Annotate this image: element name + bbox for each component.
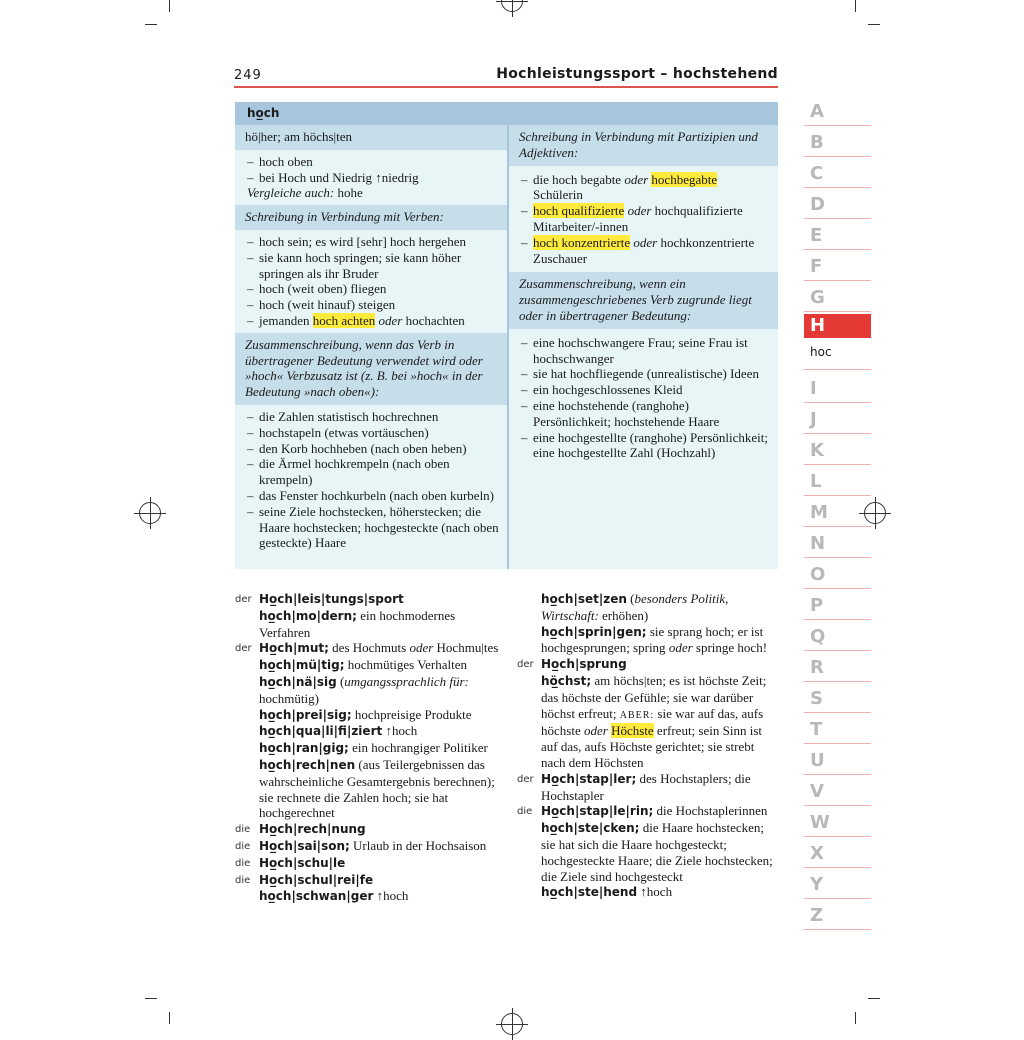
crop-mark bbox=[868, 998, 880, 999]
highlight-mark: hochbegabte bbox=[651, 171, 718, 187]
example-list bbox=[235, 150, 507, 186]
thumb-index bbox=[804, 97, 871, 932]
comparison-forms: hö|her; am höchs|ten bbox=[235, 125, 507, 150]
aber-label: ABER: bbox=[619, 709, 655, 721]
headword: Ho̲ch|sprung bbox=[541, 657, 627, 672]
or-label: oder bbox=[409, 640, 434, 656]
list-item bbox=[521, 172, 770, 204]
list-item: – bei Hoch und Niedrig ↑niedrig bbox=[247, 170, 499, 186]
dictionary-entry bbox=[235, 872, 505, 889]
crop-mark bbox=[169, 1012, 170, 1024]
list-item: – sie kann hoch springen; sie kann höher springen als ihr Bruder bbox=[247, 250, 499, 282]
entry-text: (aus Teilergebnissen das wahrscheinliche Gesamtergebnis berechnen); sie rechnete die Zahlen hoch; sie hat hochgerechnet bbox=[259, 756, 495, 821]
headword: Ho̲ch|schul|rei|fe bbox=[259, 872, 374, 887]
dictionary-entry bbox=[517, 673, 779, 771]
entry-text: am höchs|ten; es ist höchste Zeit; das höchste der Gefühle; sie war darüber höchst erfreut; bbox=[541, 672, 767, 721]
list-item-text: hochqualifizierte Mitarbeiter/-innen bbox=[533, 203, 743, 234]
headword: ho̲ch|ste|hend bbox=[541, 885, 638, 900]
entry-text: ↑hoch bbox=[637, 884, 673, 900]
headword: Ho̲ch|mut; bbox=[259, 641, 329, 656]
info-box-right-column bbox=[509, 125, 778, 465]
headword: ho̲ch|sprin|gen; bbox=[541, 624, 647, 639]
list-item-text: Schülerin bbox=[533, 187, 583, 203]
page-title: Hochleistungssport – hochstehend bbox=[496, 66, 778, 82]
entry-text: erfreut; sein Sinn ist auf das, aufs Höchste gerichtet; sie strebt nach dem Höchsten bbox=[541, 723, 762, 770]
article-label: die bbox=[235, 824, 251, 836]
headword: Ho̲ch|stap|le|rin; bbox=[541, 804, 654, 819]
list-item: – sie hat hochfliegende (unrealistische) Ideen bbox=[521, 366, 770, 382]
section-heading: Zusammenschreibung, wenn ein zusammengeschriebenes Verb zugrunde liegt oder in übertragener Bedeutung: bbox=[509, 272, 778, 328]
headword: hö̲chst; bbox=[541, 673, 592, 688]
highlight-mark: hoch qualifizierte bbox=[533, 203, 625, 219]
dictionary-entry bbox=[517, 771, 779, 804]
dictionary-entry bbox=[235, 855, 505, 872]
entry-text: sie war auf das, aufs höchste bbox=[541, 705, 764, 739]
list-item-text: die hoch begabte bbox=[533, 171, 622, 187]
thumb-tab-j[interactable]: J bbox=[804, 405, 871, 434]
headword: Ho̲ch|rech|nung bbox=[259, 822, 366, 837]
thumb-tab-g[interactable]: G bbox=[804, 283, 871, 312]
headword: ho̲ch|schwan|ger bbox=[259, 889, 374, 904]
see-also bbox=[235, 185, 507, 205]
registration-mark-icon bbox=[501, 1013, 523, 1035]
thumb-tab-n[interactable]: N bbox=[804, 529, 871, 558]
thumb-tab-u[interactable]: U bbox=[804, 746, 871, 775]
highlight-mark: hoch achten bbox=[312, 312, 376, 328]
section-heading: Zusammenschreibung, wenn das Verb in übertragener Bedeutung verwendet wird oder »hoch« Verbzusatz ist (z. B. bei »hoch« in der Bedeutung »nach oben«): bbox=[235, 333, 507, 405]
list-item bbox=[521, 203, 770, 235]
header-rule bbox=[234, 86, 778, 88]
crop-mark bbox=[145, 998, 157, 999]
thumb-tab-x[interactable]: X bbox=[804, 839, 871, 868]
entry-text: ( bbox=[336, 673, 345, 689]
list-item: – eine hochstehende (ranghohe) Persönlichkeit; hochstehende Haare bbox=[521, 398, 770, 430]
dictionary-entry bbox=[235, 821, 505, 838]
dictionary-entry bbox=[517, 656, 779, 673]
article-label: die bbox=[235, 874, 251, 886]
thumb-tab-v[interactable]: V bbox=[804, 777, 871, 806]
see-also-value: hohe bbox=[334, 185, 363, 201]
entry-text: Hochmu|tes bbox=[433, 640, 499, 656]
headword: ho̲ch|mo|dern; bbox=[259, 608, 357, 623]
thumb-tab-h[interactable]: H bbox=[804, 314, 871, 338]
entry-text: hochpreisige Produkte bbox=[351, 706, 472, 722]
thumb-tab-o[interactable]: O bbox=[804, 560, 871, 589]
list-item: – hoch (weit oben) fliegen bbox=[247, 281, 499, 297]
page-number: 249 bbox=[234, 68, 262, 83]
list-item-text: hochachten bbox=[402, 312, 465, 328]
or-label: oder bbox=[375, 312, 403, 328]
dictionary-entry bbox=[517, 803, 779, 820]
list-item: – seine Ziele hochstecken, höherstecken; die Haare hochstecken; hochgesteckte (nach oben gesteckte) Haare bbox=[247, 504, 499, 551]
entry-text: ein hochrangiger Politiker bbox=[348, 740, 488, 756]
headword: ho̲ch|mü|tig; bbox=[259, 658, 345, 673]
thumb-tab-p[interactable]: P bbox=[804, 591, 871, 620]
entry-text: springe hoch! bbox=[692, 640, 768, 656]
list-item: – hoch sein; es wird [sehr] hoch hergehen bbox=[247, 234, 499, 250]
info-box-left-column bbox=[235, 125, 507, 555]
thumb-tab-l[interactable]: L bbox=[804, 467, 871, 496]
crop-mark bbox=[145, 24, 157, 25]
entry-text: die Haare hochstecken; sie hat sich die Haare hochgesteckt; hochgesteckte Haare; die Ziele hochstecken; die Ziele sind hochgesteckt bbox=[541, 820, 773, 884]
highlight-mark: Höchste bbox=[611, 723, 654, 739]
crop-mark bbox=[868, 24, 880, 25]
thumb-tab-r[interactable]: R bbox=[804, 653, 871, 682]
thumb-tab-f[interactable]: F bbox=[804, 252, 871, 281]
thumb-tab-s[interactable]: S bbox=[804, 684, 871, 713]
entry-text: des Hochstaplers; die Hochstapler bbox=[541, 770, 751, 803]
headword: ho̲ch|qua|li|fi|ziert bbox=[259, 724, 383, 739]
article-label: der bbox=[517, 659, 534, 671]
article-label: der bbox=[235, 594, 252, 605]
list-item bbox=[521, 235, 770, 267]
headword: ho̲ch|set|zen bbox=[541, 592, 627, 606]
highlight-mark: hoch konzentrierte bbox=[533, 234, 631, 250]
article-label: der bbox=[235, 643, 252, 655]
running-head bbox=[234, 64, 778, 88]
entry-text: die Hochstaplerinnen bbox=[653, 803, 768, 819]
headword: ho̲ch|rech|nen bbox=[259, 757, 356, 772]
entry-text: ein hochmodernes Verfahren bbox=[259, 607, 456, 640]
dictionary-entry bbox=[235, 740, 505, 757]
headword: ho̲ch|prei|sig; bbox=[259, 707, 352, 722]
thumb-tab-e[interactable]: E bbox=[804, 221, 871, 250]
article-label: die bbox=[517, 806, 533, 818]
headword: Ho̲ch|stap|ler; bbox=[541, 771, 637, 786]
thumb-tab-y[interactable]: Y bbox=[804, 870, 871, 899]
list-item: – die Ärmel hochkrempeln (nach oben krempeln) bbox=[247, 456, 499, 488]
see-also-label: Vergleiche auch: bbox=[247, 185, 335, 201]
dictionary-entry bbox=[517, 624, 779, 657]
thumb-tab-w[interactable]: W bbox=[804, 808, 871, 837]
crop-mark bbox=[169, 0, 170, 12]
list-item: – hoch oben bbox=[247, 154, 499, 170]
article-label: die bbox=[235, 857, 251, 869]
crop-mark bbox=[855, 1012, 856, 1024]
example-list bbox=[509, 329, 778, 465]
entry-text: Urlaub in der Hochsaison bbox=[349, 837, 487, 853]
entry-text: ( bbox=[626, 591, 635, 606]
list-item-text: hochkonzentrierte Zuschauer bbox=[533, 234, 755, 266]
list-item-text: jemanden bbox=[259, 312, 313, 328]
dictionary-entry bbox=[235, 838, 505, 855]
or-label: oder bbox=[583, 723, 608, 739]
dictionary-entry bbox=[235, 640, 505, 657]
dictionary-entry bbox=[235, 608, 505, 641]
dictionary-entry bbox=[517, 884, 779, 901]
list-item: – eine hochgestellte (ranghohe) Persönlichkeit; eine hochgestellte Zahl (Hochzahl) bbox=[521, 430, 770, 462]
dictionary-entry bbox=[517, 820, 779, 884]
dictionary-entry bbox=[235, 707, 505, 724]
dictionary-entry bbox=[517, 591, 779, 624]
headword: Ho̲ch|sai|son; bbox=[259, 838, 350, 853]
dictionary-entry bbox=[235, 888, 505, 905]
article-label: die bbox=[235, 840, 251, 852]
usage-label: besonders Politik, Wirtschaft: bbox=[541, 591, 729, 623]
thumb-tab-subtitle: hoc bbox=[804, 342, 871, 370]
registration-mark-icon bbox=[139, 502, 161, 524]
crop-mark bbox=[855, 0, 856, 12]
thumb-tab-t[interactable]: T bbox=[804, 715, 871, 744]
info-box-headword: ho̲ch bbox=[235, 102, 778, 125]
entry-text: erhöhen) bbox=[598, 607, 649, 623]
section-heading: Schreibung in Verbindung mit Verben: bbox=[235, 205, 507, 230]
list-item: – das Fenster hochkurbeln (nach oben kurbeln) bbox=[247, 488, 499, 504]
thumb-tab-k[interactable]: K bbox=[804, 436, 871, 465]
list-item: – eine hochschwangere Frau; seine Frau ist hochschwanger bbox=[521, 335, 770, 367]
entry-text: hochmütiges Verhalten bbox=[344, 657, 468, 673]
dictionary-entry bbox=[235, 723, 505, 740]
dictionary-entry bbox=[235, 657, 505, 674]
dictionary-entry bbox=[235, 674, 505, 707]
or-label: oder bbox=[668, 640, 693, 656]
thumb-tab-d[interactable]: D bbox=[804, 190, 871, 219]
list-item: – den Korb hochheben (nach oben heben) bbox=[247, 441, 499, 457]
article-label: der bbox=[517, 773, 534, 785]
headword: ho̲ch|nä|sig bbox=[259, 674, 337, 689]
or-label: oder bbox=[630, 234, 658, 250]
or-label: oder bbox=[624, 203, 652, 219]
entry-text: des Hochmuts bbox=[328, 640, 410, 656]
section-heading: Schreibung in Verbindung mit Partizipien und Adjektiven: bbox=[509, 125, 778, 166]
thumb-tab-q[interactable]: Q bbox=[804, 622, 871, 651]
entries-left-column bbox=[235, 591, 505, 905]
example-list bbox=[235, 230, 507, 333]
thumb-tab-c[interactable]: C bbox=[804, 159, 871, 188]
dictionary-entry bbox=[235, 757, 505, 821]
list-item: – ein hochgeschlossenes Kleid bbox=[521, 382, 770, 398]
headword: Ho̲ch|schu|le bbox=[259, 855, 346, 870]
usage-label: umgangssprachlich für: bbox=[344, 673, 469, 689]
entry-text: ↑hoch bbox=[373, 888, 409, 904]
example-list bbox=[509, 166, 778, 273]
example-list bbox=[235, 405, 507, 555]
thumb-tab-a[interactable]: A bbox=[804, 97, 871, 126]
list-item bbox=[247, 313, 499, 329]
thumb-tab-i[interactable]: I bbox=[804, 374, 871, 403]
entry-text: sie sprang hoch; er ist hochgesprungen; spring bbox=[541, 623, 764, 656]
entry-text: hochmütig) bbox=[259, 690, 319, 706]
registration-mark-icon bbox=[501, 0, 523, 12]
info-box bbox=[235, 102, 778, 569]
dictionary-entry bbox=[235, 591, 505, 608]
headword: ho̲ch|ran|gig; bbox=[259, 741, 349, 756]
thumb-tab-z[interactable]: Z bbox=[804, 901, 871, 930]
headword: ho̲ch|ste|cken; bbox=[541, 821, 640, 836]
list-item: – hoch (weit hinauf) steigen bbox=[247, 297, 499, 313]
or-label: oder bbox=[621, 171, 652, 187]
list-item: – hochstapeln (etwas vortäuschen) bbox=[247, 425, 499, 441]
entry-text: ↑hoch bbox=[382, 723, 418, 739]
entries-right-column bbox=[517, 591, 779, 901]
thumb-tab-m[interactable]: M bbox=[804, 498, 871, 527]
list-item: – die Zahlen statistisch hochrechnen bbox=[247, 409, 499, 425]
headword: Ho̲ch|leis|tungs|sport bbox=[259, 592, 404, 606]
thumb-tab-b[interactable]: B bbox=[804, 128, 871, 157]
